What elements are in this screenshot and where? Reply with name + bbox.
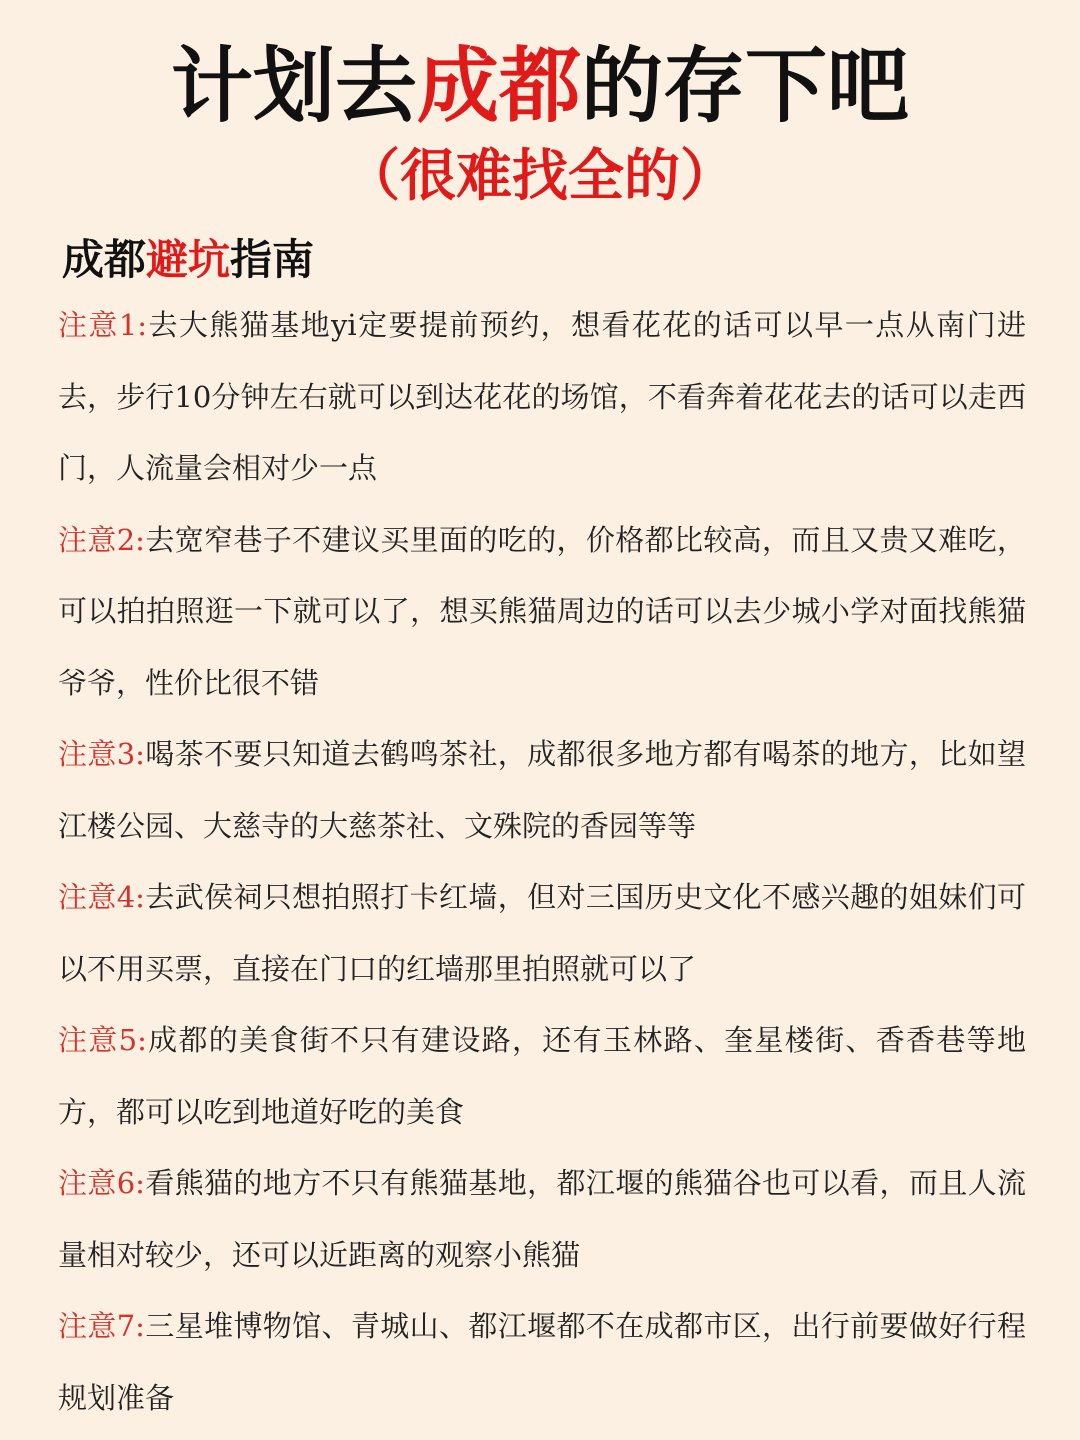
note-label: 注意5: [58, 1023, 147, 1057]
note-item-6 [58, 1148, 1026, 1291]
heading-part2: 指南 [230, 235, 315, 284]
title-part1: 计划去 [170, 39, 417, 134]
note-text: 看熊猫的地方不只有熊猫基地，都江堰的熊猫谷也可以看，而且人流量相对较少，还可以近距离的观察小熊猫 [58, 1166, 1026, 1272]
note-item-7 [58, 1291, 1026, 1434]
note-text: 去宽窄巷子不建议买里面的吃的，价格都比较高，而且又贵又难吃，可以拍拍照逛一下就可以了，想买熊猫周边的话可以去少城小学对面找熊猫爷爷，性价比很不错 [58, 522, 1026, 700]
note-item-3 [58, 719, 1026, 862]
note-text: 三星堆博物馆、青城山、都江堰都不在成都市区，出行前要做好行程规划准备 [58, 1309, 1026, 1415]
note-item-5 [58, 1005, 1026, 1148]
note-item-4 [58, 862, 1026, 1005]
note-item-2 [58, 505, 1026, 720]
title-highlight: 成都 [416, 39, 581, 134]
title-part2: 的存下吧 [581, 39, 910, 134]
section-heading [62, 232, 314, 288]
heading-part1: 成都 [62, 235, 147, 284]
note-text: 喝茶不要只知道去鹤鸣茶社，成都很多地方都有喝茶的地方，比如望江楼公园、大慈寺的大慈茶社、文殊院的香园等等 [58, 737, 1026, 843]
page-subtitle: （很难找全的） [344, 144, 736, 209]
notes-list [58, 290, 1026, 1434]
note-label: 注意6: [58, 1166, 145, 1200]
note-label: 注意7: [58, 1309, 145, 1343]
note-text: 成都的美食街不只有建设路，还有玉林路、奎星楼街、香香巷等地方，都可以吃到地道好吃的美食 [58, 1023, 1026, 1129]
heading-highlight: 避坑 [146, 235, 231, 284]
note-label: 注意4: [58, 880, 145, 914]
page-title [0, 32, 1080, 142]
note-label: 注意3: [58, 737, 145, 771]
note-text: 去大熊猫基地yi定要提前预约，想看花花的话可以早一点从南门进去，步行10分钟左右就可以到达花花的场馆，不看奔着花花去的话可以走西门，人流量会相对少一点 [58, 308, 1026, 485]
note-label: 注意1: [58, 308, 148, 342]
note-label: 注意2: [58, 522, 145, 557]
note-item-1 [58, 290, 1026, 505]
note-text: 去武侯祠只想拍照打卡红墙，但对三国历史文化不感兴趣的姐妹们可以不用买票，直接在门口的红墙那里拍照就可以了 [58, 880, 1026, 986]
